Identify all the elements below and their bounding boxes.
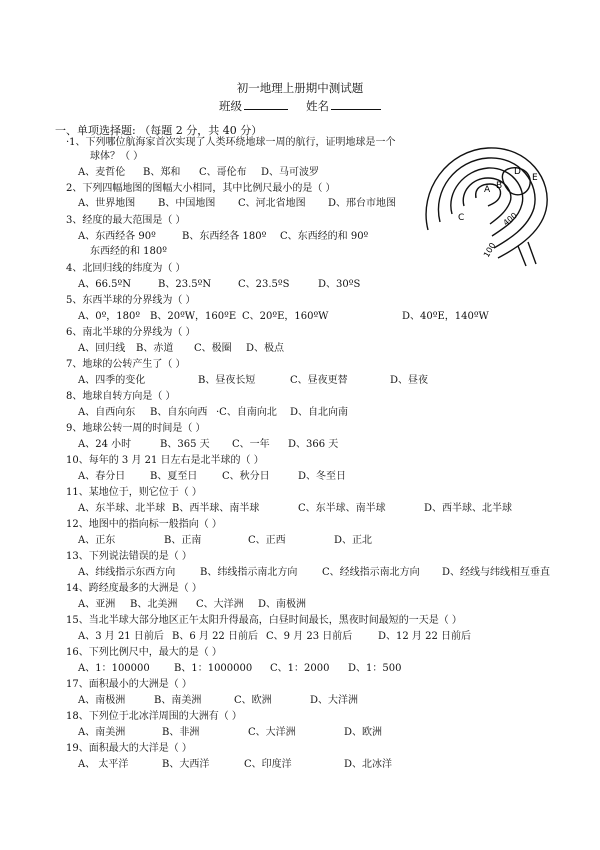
options-12: A、正东 B、正南 C、正西 D、正北 bbox=[78, 535, 373, 546]
options-1: A、麦哲伦 B、郑和 C、哥伦布 D、马可波罗 bbox=[78, 167, 320, 178]
options-9: A、24 小时 B、365 天 C、一年 D、366 天 bbox=[78, 439, 339, 450]
options-7: A、四季的变化 B、昼夜长短 C、昼夜更替 D、昼夜 bbox=[78, 375, 429, 386]
contour-line bbox=[528, 242, 536, 264]
question-7: 7、地球的公转产生了（ ） bbox=[66, 359, 186, 370]
options-2: A、世界地图 B、中国地图 C、河北省地图 D、邢台市地图 bbox=[78, 198, 397, 209]
map-label-c: C bbox=[458, 213, 465, 223]
name-label: 姓名 bbox=[306, 99, 329, 113]
options-10: A、春分日 B、夏至日 C、秋分日 D、冬至日 bbox=[78, 471, 347, 482]
options-14: A、亚洲 B、北美洲 C、大洋洲 D、南极洲 bbox=[78, 599, 307, 610]
section-note: （每题 2 分，共 40 分） bbox=[139, 124, 263, 137]
options-13: A、纬线指示东西方向 B、纬线指示南北方向 C、经线指示南北方向 D、经线与纬线相互垂直 bbox=[78, 567, 551, 578]
question-12: 12、地图中的指向标一般指向（ ） bbox=[66, 519, 222, 530]
question-2: 2、下列四幅地图的图幅大小相同，其中比例尺最小的是（ ） bbox=[66, 183, 336, 194]
question-10: 10、每年的 3 月 21 日左右是北半球的（ ） bbox=[66, 455, 264, 466]
map-label-d: D bbox=[514, 167, 521, 177]
question-8: 8、地球自转方向是（ ） bbox=[66, 391, 176, 402]
question-15: 15、当北半球大部分地区正午太阳升得最高，白昼时间最长，黑夜时间最短的一天是（ ） bbox=[66, 615, 462, 626]
options-18: A、南美洲 B、非洲 C、大洋洲 D、欧洲 bbox=[78, 727, 383, 738]
question-19: 19、面积最大的大洋是（ ） bbox=[66, 743, 192, 754]
map-label-e: E bbox=[532, 173, 538, 183]
name-blank bbox=[331, 99, 381, 110]
contour-line bbox=[518, 246, 526, 266]
options-16: A、1：100000 B、1：1000000 C、1：2000 D、1：500 bbox=[78, 663, 402, 674]
question-6: 6、南北半球的分界线为（ ） bbox=[66, 327, 196, 338]
student-info bbox=[0, 98, 600, 114]
options-17: A、南极洲 B、南美洲 C、欧洲 D、大洋洲 bbox=[78, 695, 359, 706]
question-1: ·1、下列哪位航海家首次实现了人类环绕地球一周的航行，证明地球是一个 bbox=[66, 137, 396, 148]
options-4: A、66.5ºN B、23.5ºN C、23.5ºS D、30ºS bbox=[78, 279, 361, 290]
question-18: 18、下列位于北冰洋周围的大洲有（ ） bbox=[66, 711, 242, 722]
class-label: 班级 bbox=[219, 99, 242, 113]
contour-line bbox=[426, 148, 547, 258]
options-5: A、0º，180º B、20ºW，160ºE C、20ºE，160ºW D、40ºE，140ºW bbox=[78, 311, 489, 322]
question-9: 9、地球公转一周的时间是（ ） bbox=[66, 423, 206, 434]
question-11: 11、某地位于，则它位于（ ） bbox=[66, 487, 202, 498]
question-3: 3、经度的最大范围是（ ） bbox=[66, 215, 186, 226]
options-11: A、东半球、北半球 B、西半球、南半球 C、东半球、南半球 D、西半球、北半球 bbox=[78, 503, 513, 514]
options-6: A、回归线 B、赤道 C、极圈 D、极点 bbox=[78, 343, 285, 354]
map-label-a: A bbox=[484, 185, 491, 195]
question-14: 14、跨经度最多的大洲是（ ） bbox=[66, 583, 202, 594]
options-3: A、东西经各 90º B、东西经各 180º C、东西经的和 90º bbox=[78, 231, 369, 242]
question-4: 4、北回归线的纬度为（ ） bbox=[66, 263, 186, 274]
question-13: 13、下列说法错误的是（ ） bbox=[66, 551, 192, 562]
section-heading: 一、单项选择题: （每题 2 分，共 40 分） bbox=[55, 124, 263, 137]
options-15: A、3 月 21 日前后 B、6 月 22 日前后 C、9 月 23 日前后 D、12 月 22 日前后 bbox=[78, 631, 472, 642]
page-title: 初一地理上册期中测试题 bbox=[236, 81, 364, 95]
class-blank bbox=[244, 99, 288, 110]
options-19: A、 太平洋 B、大西洋 C、印度洋 D、北冰洋 bbox=[78, 759, 393, 770]
question-17: 17、面积最小的大洲是（ ） bbox=[66, 679, 192, 690]
map-label-400: 400 bbox=[501, 210, 519, 228]
question-16: 16、下列比例尺中，最大的是（ ） bbox=[66, 647, 222, 658]
contour-map-figure bbox=[418, 140, 553, 268]
options-3-cont: 东西经的和 180º bbox=[90, 246, 167, 257]
map-label-b: B bbox=[496, 181, 503, 191]
question-5: 5、东西半球的分界线为（ ） bbox=[66, 295, 196, 306]
question-1-cont: 球体？（ ） bbox=[90, 151, 144, 162]
map-label-100: 100 bbox=[481, 241, 498, 259]
options-8: A、自西向东 B、自东向西 ·C、自南向北 D、自北向南 bbox=[78, 407, 349, 418]
